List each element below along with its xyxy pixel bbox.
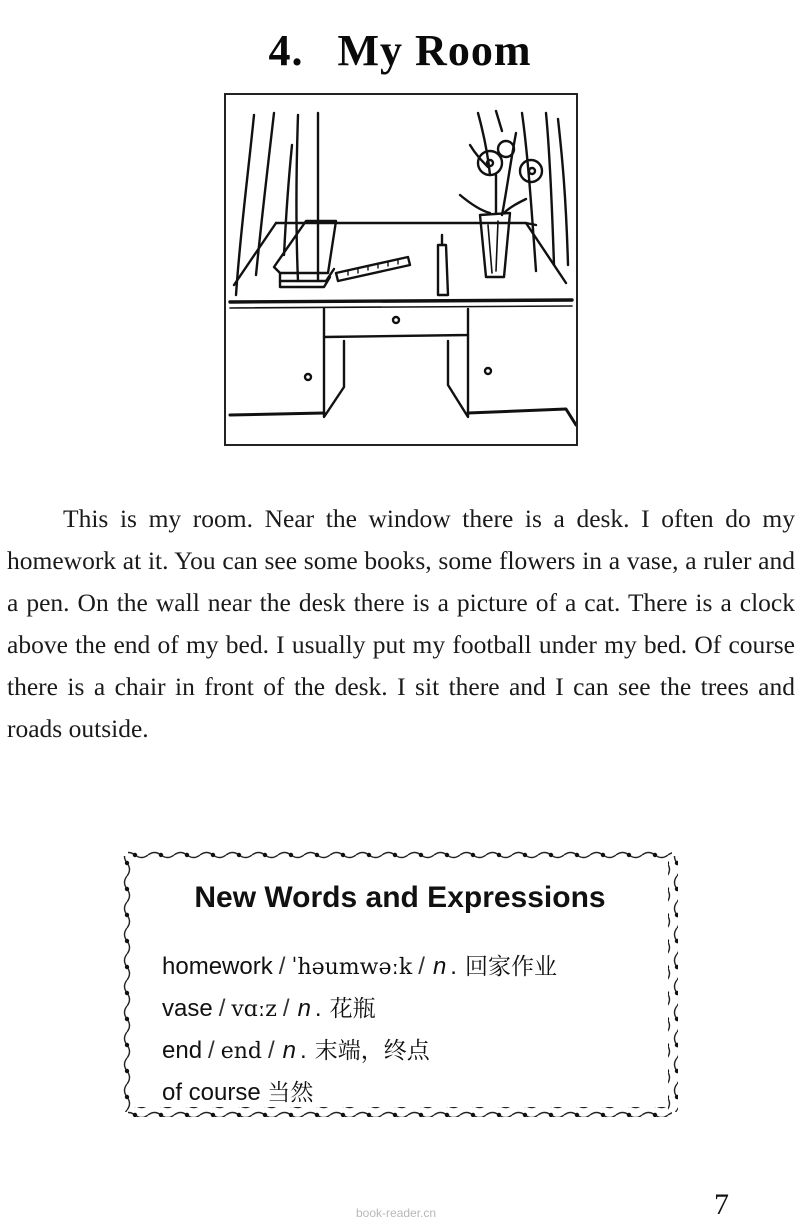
entry-word: end [162,1037,203,1064]
pos-dot: . [450,953,457,980]
entry-meaning: 末端，终点 [314,1038,430,1064]
lesson-title [0,25,800,76]
entry-phonetic: vɑːz [231,997,277,1022]
entry-word: homework [162,953,273,980]
vocabulary-entry [162,988,557,1030]
entry-phonetic: ˈhəumwəːk [291,955,413,980]
desk-drawing [226,95,576,444]
desk-leg-right [448,335,468,417]
pos-dot: . [300,1037,307,1064]
flowers [460,133,542,215]
entry-part-of-speech: n [432,953,447,980]
desk-leg-left [324,337,344,417]
desk-top [276,223,536,225]
slash-separator: / [282,995,290,1022]
vocabulary-list [162,946,557,1114]
vocabulary-entry [162,1030,557,1072]
entry-meaning: 回家作业 [464,954,557,980]
lesson-name: My Room [337,26,532,76]
vocabulary-box [122,850,678,1117]
passage-paragraph: This is my room. Near the window there is a desk. I often do my homework at it. You can see some books, some flowers in a vase, a ruler and a pen. On the wall near the desk there is a picture of a cat. There is a clock above the end of my bed. I usually put my football under my bed. Of course there is a chair in front of the desk. I sit there and I can see the trees and roads outside. [7,504,795,743]
slash-separator: / [278,953,286,980]
pos-dot: . [314,995,322,1022]
vocabulary-heading: New Words and Expressions [194,881,606,914]
vocabulary-entry [162,946,557,988]
entry-part-of-speech: n [282,1037,297,1064]
reading-passage [7,498,795,750]
ruler [336,257,410,281]
pen [438,235,448,295]
entry-word: vase [162,995,213,1022]
entry-word: of course [162,1079,261,1106]
entry-part-of-speech: n [297,995,311,1022]
lesson-number: 4. [268,26,304,76]
watermark: book-reader.cn [356,1206,437,1220]
entry-meaning: 当然 [267,1080,314,1106]
illustration-desk [224,93,578,446]
slash-separator: / [218,995,226,1022]
slash-separator: / [268,1037,275,1064]
slash-separator: / [418,953,425,980]
slash-separator: / [208,1037,215,1064]
entry-phonetic: end [220,1039,262,1064]
books [274,221,336,287]
page-number: 7 [714,1188,729,1221]
vocabulary-entry [162,1072,557,1114]
entry-meaning: 花瓶 [329,996,376,1022]
